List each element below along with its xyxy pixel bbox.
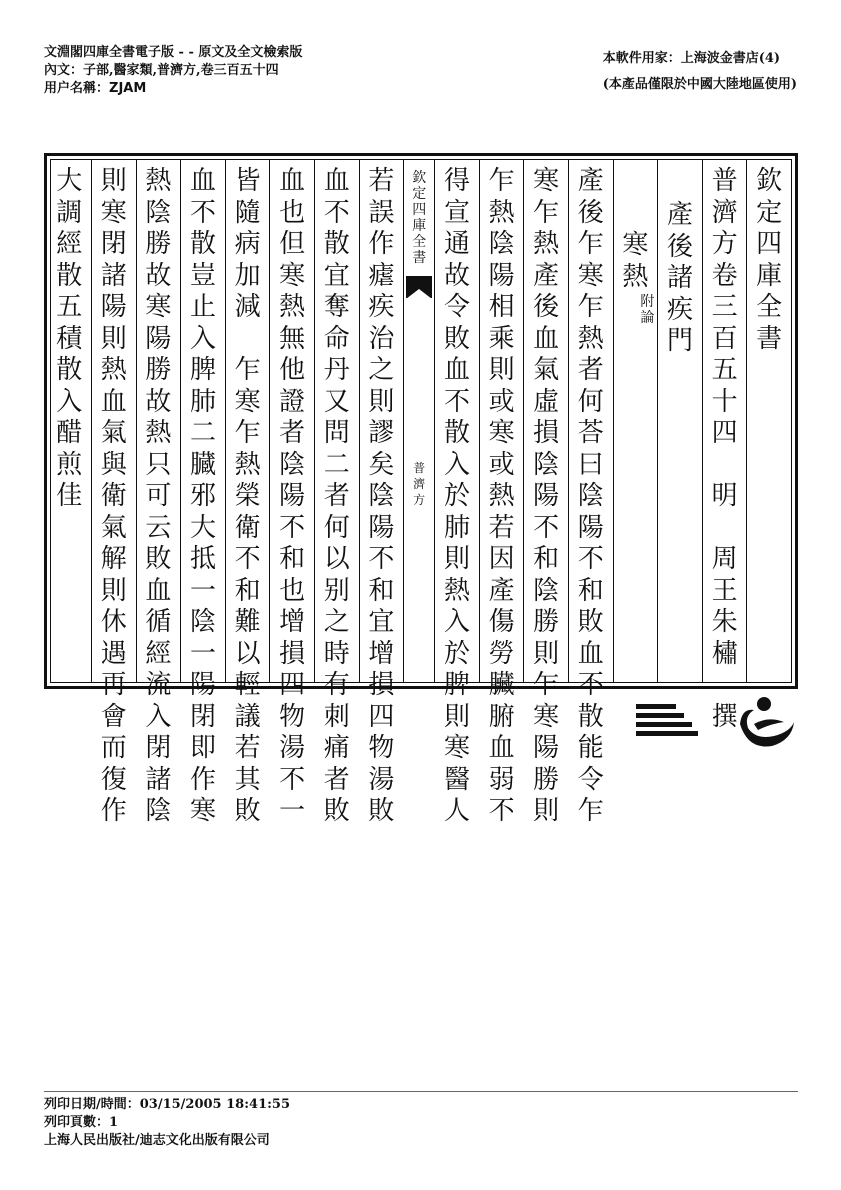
- text-column-12: 血 不 散 豈 止 入 脾 肺 二 臓 邪 大 抵 一 陰 一 陽 閉 即 作 寒: [180, 160, 225, 682]
- text-column-8: 若 誤 作 瘧 疾 治 之 則 謬 矣 陰 陽 不 和 宜 增 損 四 物 湯 敗: [359, 160, 404, 682]
- text-column-3: 寒 熱 附 論: [613, 160, 658, 682]
- header-user: [44, 80, 302, 98]
- text-column-0: 欽 定 四 庫 全 書: [746, 160, 791, 682]
- text-column-9: 血 不 散 宜 奪 命 丹 又 問 二 者 何 以 别 之 時 有 刺 痛 者 敗: [314, 160, 359, 682]
- logo-emblem-icon: [734, 694, 798, 750]
- banner-title: 欽 定 四 庫 全 書: [412, 170, 427, 266]
- text-column-11: 皆 隨 病 加 減 乍 寒 乍 熱 榮 衛 不 和 難 以 輕 議 若 其 敗: [225, 160, 270, 682]
- publisher-credit: 上海人民出版社/迪志文化出版有限公司: [44, 1133, 270, 1148]
- logo-bars-icon: [636, 698, 698, 742]
- header-left: [44, 44, 302, 98]
- text-column-14: 則 寒 閉 諸 陽 則 熱 血 氣 與 衛 氣 解 則 休 遇 再 會 而 復 作: [91, 160, 136, 682]
- header-right: [603, 46, 797, 98]
- text-column-15: 大 調 經 散 五 積 散 入 醋 煎 佳: [46, 160, 91, 682]
- text-column-10: 血 也 但 寒 熱 無 他 證 者 陰 陽 不 和 也 增 損 四 物 湯 不 一: [269, 160, 314, 682]
- print-page-count: 列印頁數：1: [44, 1115, 119, 1130]
- text-column-5: 寒 乍 熱 產 後 血 氣 虛 損 陰 陽 不 和 陰 勝 則 乍 寒 陽 勝 則: [523, 160, 568, 682]
- document-frame: [44, 153, 798, 826]
- text-column-6: 乍 熱 陰 陽 相 乘 則 或 寒 或 熱 若 因 產 傷 勞 臟 腑 血 弱 不: [479, 160, 524, 682]
- header-title: 文淵閣四庫全書電子版 - - 原文及全文檢索版: [44, 45, 303, 60]
- text-column-4: 產 後 乍 寒 乍 熱 者 何 荅 曰 陰 陽 不 和 敗 血 不 散 能 令 乍: [568, 160, 613, 682]
- footer-divider: [44, 1091, 798, 1092]
- header-user-value: ZJAM: [109, 81, 147, 96]
- print-datetime: 列印日期/時間：03/15/2005 18:41:55: [44, 1097, 291, 1112]
- banner-fishtail-icon: [406, 276, 432, 298]
- publisher-logo-emblem: [734, 694, 798, 754]
- center-banner: [403, 160, 434, 682]
- text-column-2: 產 後 諸 疾 門: [657, 160, 702, 682]
- text-column-7: 得 宣 通 故 令 敗 血 不 散 入 於 肺 則 熱 入 於 脾 則 寒 醫 人: [434, 160, 479, 682]
- text-column-13: 熱 陰 勝 故 寒 陽 勝 故 熱 只 可 云 敗 血 循 經 流 入 閉 諸 陰: [136, 160, 181, 682]
- text-column-1: 普 濟 方 卷 三 百 五 十 四 明 周 王 朱 橚 撰: [702, 160, 747, 682]
- header-user-label: 用户名稱：: [44, 81, 110, 96]
- banner-book-title: 普 濟 方: [413, 461, 426, 507]
- header-content-path: 內文：子部,醫家類,普濟方,卷三百五十四: [44, 63, 279, 78]
- header-licensee: 本軟件用家：上海波金書店(4): [602, 51, 781, 66]
- footer: [44, 1096, 290, 1150]
- publisher-logo-bars: [636, 698, 698, 746]
- header-license-note: (本產品僅限於中國大陸地區使用): [602, 77, 797, 92]
- text-columns: [50, 159, 792, 826]
